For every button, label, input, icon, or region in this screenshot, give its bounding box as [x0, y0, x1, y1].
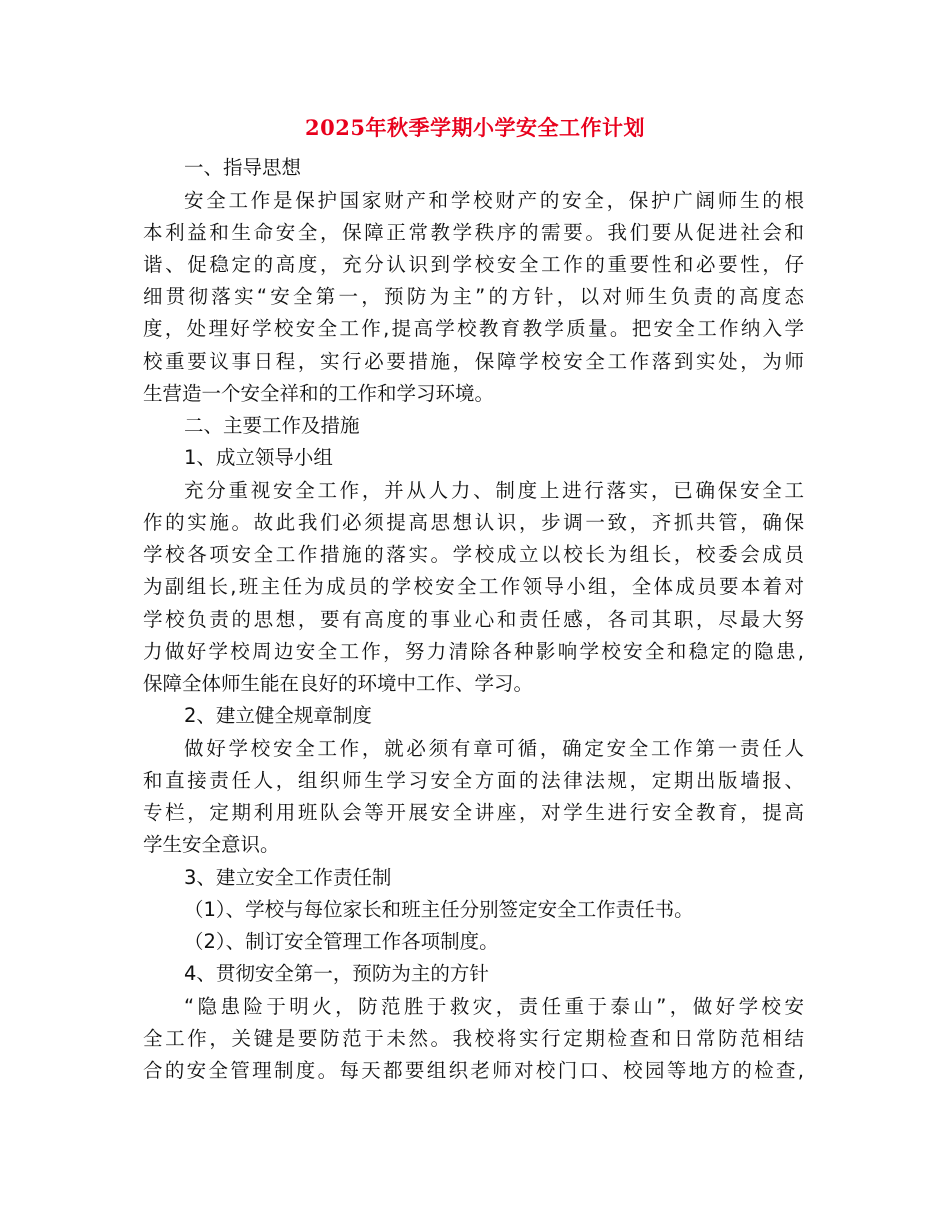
paragraph-line: 度，处理好学校安全工作,提高学校教育教学质量。把安全工作纳入学 — [143, 317, 804, 340]
subsection-heading-2: 2、建立健全规章制度 — [184, 704, 372, 727]
paragraph-line: 做好学校安全工作，就必须有章可循，确定安全工作第一责任人 — [184, 737, 804, 760]
paragraph-line: “隐患险于明火，防范胜于救灾，责任重于泰山”，做好学校安 — [184, 995, 804, 1018]
paragraph-line: 专栏，定期利用班队会等开展安全讲座，对学生进行安全教育，提高 — [143, 801, 804, 824]
section-heading-1: 一、指导思想 — [184, 156, 302, 179]
list-item: （2）、制订安全管理工作各项制度。 — [184, 930, 499, 953]
subsection-heading-3: 3、建立安全工作责任制 — [184, 866, 392, 889]
paragraph-line: 学生安全意识。 — [143, 833, 280, 856]
subsection-heading-1: 1、成立领导小组 — [184, 446, 333, 469]
subsection-heading-4: 4、贯彻安全第一，预防为主的方针 — [184, 962, 489, 985]
paragraph-line: 谐、促稳定的高度，充分认识到学校安全工作的重要性和必要性，仔 — [143, 253, 804, 276]
paragraph-line: 为副组长,班主任为成员的学校安全工作领导小组，全体成员要本着对 — [143, 575, 804, 598]
paragraph-line: 力做好学校周边安全工作，努力清除各种影响学校安全和稳定的隐患, — [143, 640, 804, 663]
paragraph-line: 作的实施。故此我们必须提高思想认识，步调一致，齐抓共管，确保 — [143, 511, 804, 534]
document-title: 2025年秋季学期小学安全工作计划 — [305, 115, 645, 140]
paragraph-line: 保障全体师生能在良好的环境中工作、学习。 — [143, 672, 534, 695]
paragraph-line: 学校各项安全工作措施的落实。学校成立以校长为组长，校委会成员 — [143, 543, 804, 566]
paragraph-line: 全工作，关键是要防范于未然。我校将实行定期检查和日常防范相结 — [143, 1027, 804, 1050]
paragraph-line: 细贯彻落实“安全第一，预防为主”的方针，以对师生负责的高度态 — [143, 285, 804, 308]
paragraph-line: 和直接责任人，组织师生学习安全方面的法律法规，定期出版墙报、 — [143, 769, 804, 792]
list-item: （1）、学校与每位家长和班主任分别签定安全工作责任书。 — [184, 898, 694, 921]
paragraph-line: 本利益和生命安全，保障正常教学秩序的需要。我们要从促进社会和 — [143, 221, 804, 244]
paragraph-line: 充分重视安全工作，并从人力、制度上进行落实，已确保安全工 — [184, 479, 804, 502]
section-heading-2: 二、主要工作及措施 — [184, 414, 360, 437]
paragraph-line: 校重要议事日程，实行必要措施，保障学校安全工作落到实处，为师 — [143, 350, 804, 373]
paragraph-line: 学校负责的思想，要有高度的事业心和责任感，各司其职，尽最大努 — [143, 608, 804, 631]
paragraph-line: 安全工作是保护国家财产和学校财产的安全，保护广阔师生的根 — [184, 189, 804, 212]
paragraph-line: 合的安全管理制度。每天都要组织老师对校门口、校园等地方的检查, — [143, 1059, 804, 1082]
paragraph-line: 生营造一个安全祥和的工作和学习环境。 — [143, 382, 495, 405]
